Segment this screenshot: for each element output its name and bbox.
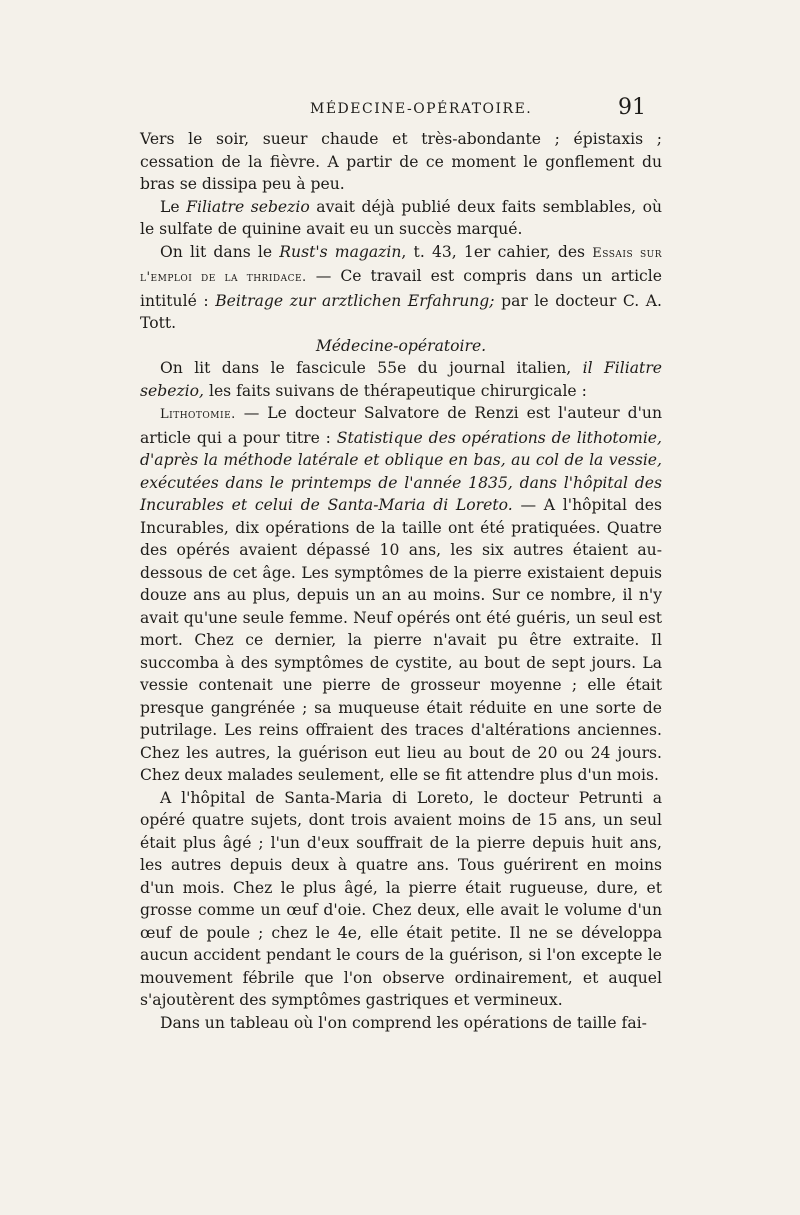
paragraph-tableau: Dans un tableau où l'on comprend les opérations de taille fai-	[160, 1013, 647, 1032]
running-title: MÉDECINE-OPÉRATOIRE.	[310, 101, 533, 117]
subsection-title: Lithotomie.	[160, 407, 236, 422]
journal-title: Filiatre sebezio	[186, 197, 310, 216]
paragraph-fascicule: On lit dans le fascicule 55e du journal italien, il Filiatre sebezio, les faits suivans de thérapeutique chirurgicale :	[140, 359, 662, 400]
essay-title: Essais sur l'emploi de la thridace.	[140, 245, 662, 285]
paragraph-fever: Vers le soir, sueur chaude et très-abondante ; épistaxis ; cessation de la fièvre. A partir de ce moment le gonflement du bras se dissipa peu à peu.	[140, 130, 662, 193]
paragraph-santa-maria: A l'hôpital de Santa-Maria di Loreto, le docteur Petrunti a opéré quatre sujets, dont trois avaient moins de 15 ans, un seul était plus âgé ; l'un d'eux souffrait de la pierre depuis huit ans, les autres depuis deux à quatre ans. Tous guérirent en moins d'un mois. Chez le plus âgé, la pierre était rugueuse, dure, et grosse comme un œuf d'oie. Chez deux, elle avait le volume d'un œuf de poule ; chez le 4e, elle était petite. Il ne se développa aucun accident pendant le cours de la guérison, si l'on excepte le mouvement fébrile que l'on observe ordinairement, et auquel s'ajoutèrent des symptômes gastriques et vermineux.	[140, 788, 662, 1009]
article-title: Beitrage zur arztlichen Erfahrung;	[215, 291, 495, 310]
section-heading: Médecine-opératoire.	[315, 336, 487, 355]
page-number: 91	[618, 95, 646, 120]
running-header	[140, 95, 660, 125]
paragraph-lithotomie: Lithotomie. — Le docteur Salvatore de Renzi est l'auteur d'un article qui a pour titre : Statistique des opérations de lithotomie, d'après la méthode latérale et oblique en bas, au col de la vessie, exécutées dans le printemps de l'année 1835, dans l'hôpital des Incurables et celui de Santa-Maria di Loreto. — A l'hôpital des Incurables, dix opérations de la taille ont été pratiquées. Quatre des opérés avaient dépassé 10 ans, les six autres étaient au-dessous de cet âge. Les symptômes de la pierre existaient depuis douze ans au plus, depuis un an au moins. Sur ce nombre, il n'y avait qu'une seule femme. Neuf opérés ont été guéris, un seul est mort. Chez ce dernier, la pierre n'avait pu être extraite. Il succomba à des symptômes de cystite, au bout de sept jours. La vessie contenait une pierre de grosseur moyenne ; elle était presque gangrénée ; sa muqueuse était réduite en une sorte de putrilage. Les reins offraient des traces d'altérations anciennes. Chez les autres, la guérison eut lieu au bout de 20 ou 24 jours. Chez deux malades seulement, elle se fit attendre plus d'un mois.	[140, 404, 662, 784]
body-text	[140, 128, 662, 1034]
paragraph-quinine: Le Filiatre sebezio avait déjà publié deux faits semblables, où le sulfate de quinine avait eu un succès marqué.	[140, 197, 662, 238]
journal-title: il Filiatre sebezio,	[140, 359, 662, 400]
article-title: Statistique des opérations de lithotomie, d'après la méthode latérale et oblique en bas, au col de la vessie, exécutées dans le printemps de l'année 1835, dans l'hôpital des Incurables et celui de Santa-Maria di Loreto.	[140, 428, 662, 514]
paragraph-thridace: On lit dans le Rust's magazin, t. 43, 1er cahier, des Essais sur l'emploi de la thridace. — Ce travail est compris dans un article intitulé : Beitrage zur arztlichen Erfahrung; par le docteur C. A. Tott.	[140, 242, 663, 332]
journal-title: Rust's magazin	[279, 242, 402, 261]
